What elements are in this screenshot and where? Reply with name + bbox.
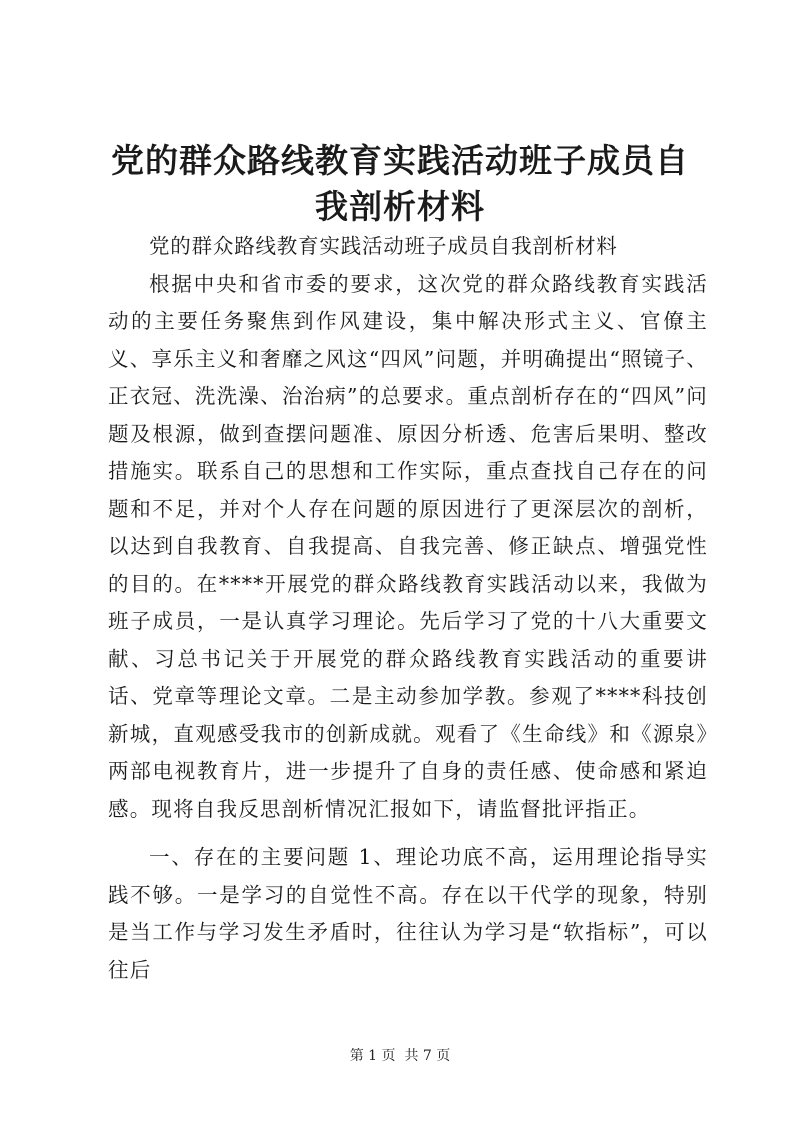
problems-paragraph: 一、存在的主要问题 1、理论功底不高，运用理论指导实践不够。一是学习的自觉性不高。存在以干代学的现象，特别是当工作与学习发生矛盾时，往往认为学习是“软指标”，可以往后 bbox=[108, 845, 708, 982]
intro-paragraph: 根据中央和省市委的要求，这次党的群众路线教育实践活动的主要任务聚焦到作风建设，集中解决形式主义、官僚主义、享乐主义和奢靡之风这“四风”问题，并明确提出“照镜子、正衣冠、洗洗澡、治治病”的总要求。重点剖析存在的“四风”问题及根源，做到查摆问题准、原因分析透、危害后果明、整改措施实。联系自己的思想和工作实际，重点查找自己存在的问题和不足，并对个人存在问题的原因进行了更深层次的剖析，以达到自我教育、自我提高、自我完善、修正缺点、增强党性的目的。在****开展党的群众路线教育实践活动以来，我做为班子成员，一是认真学习理论。先后学习了党的十八大重要文献、习总书记关于开展党的群众路线教育实践活动的重要讲话、党章等理论文章。二是主动参加学教。参观了****科技创新城，直观感受我市的创新成就。观看了《生命线》和《源泉》两部电视教育片，进一步提升了自身的责任感、使命感和紧迫感。现将自我反思剖析情况汇报如下，请监督批评指正。 bbox=[108, 271, 708, 821]
page-footer bbox=[0, 1046, 800, 1066]
page-number: 第 1 页 bbox=[349, 1048, 396, 1064]
document-body bbox=[108, 228, 708, 989]
document-title: 党的群众路线教育实践活动班子成员自我剖析材料 bbox=[111, 141, 689, 226]
total-pages: 共 7 页 bbox=[404, 1048, 451, 1064]
subtitle-paragraph: 党的群众路线教育实践活动班子成员自我剖析材料 bbox=[149, 234, 618, 258]
